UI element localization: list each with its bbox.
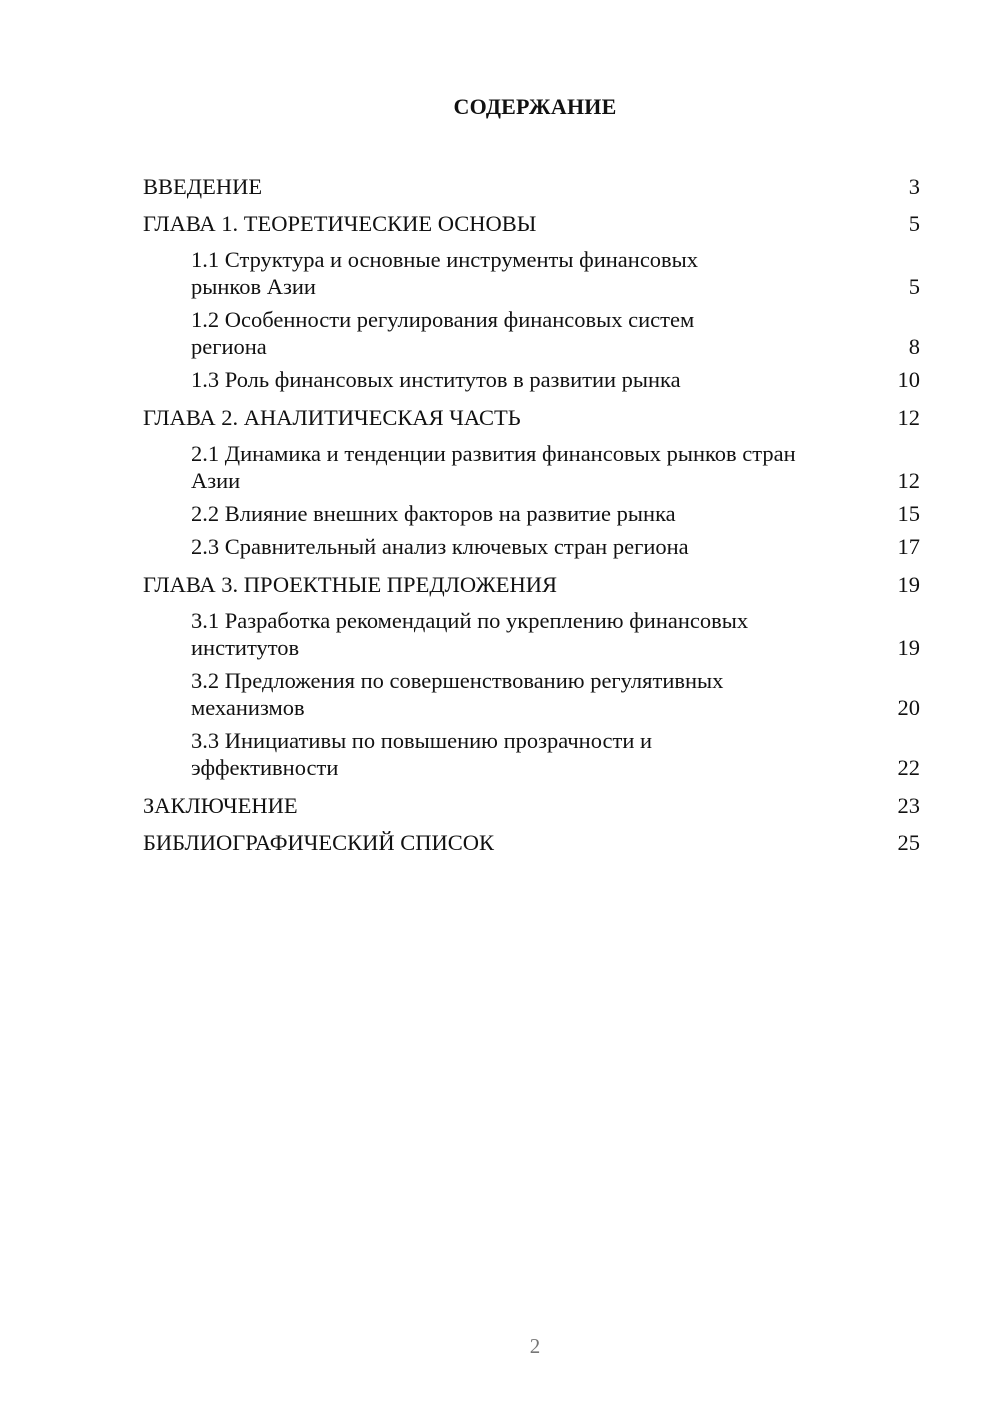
toc-entry-page: 15	[897, 501, 920, 526]
toc-entry-page: 23	[897, 793, 920, 818]
toc-entry-text: 2.2 Влияние внешних факторов на развитие рынка	[191, 501, 676, 526]
toc-entry-page: 10	[897, 367, 920, 392]
toc-entry-section-2-3[interactable]	[143, 533, 920, 560]
toc-entry-chapter-1[interactable]	[143, 205, 920, 242]
toc-entry-text: 3.1 Разработка рекомендаций по укреплению финансовых институтов	[191, 608, 749, 660]
toc-entry-text: ГЛАВА 3. ПРОЕКТНЫЕ ПРЕДЛОЖЕНИЯ	[143, 572, 558, 597]
toc-entry-text: 1.3 Роль финансовых институтов в развитии рынка	[191, 367, 681, 392]
table-of-contents	[143, 168, 920, 861]
toc-entry-bibliography[interactable]	[143, 824, 920, 861]
toc-entry-chapter-3[interactable]	[143, 566, 920, 603]
toc-entry-text: ВВЕДЕНИЕ	[143, 174, 263, 199]
toc-entry-text: ЗАКЛЮЧЕНИЕ	[143, 793, 298, 818]
page-number: 2	[529, 1334, 541, 1358]
toc-entry-section-3-3[interactable]	[143, 727, 920, 781]
toc-entry-section-1-1[interactable]	[143, 246, 920, 300]
toc-entry-chapter-2[interactable]	[143, 399, 920, 436]
toc-entry-text: 1.1 Структура и основные инструменты финансовых рынков Азии	[191, 247, 699, 299]
toc-entry-text: 2.3 Сравнительный анализ ключевых стран региона	[191, 534, 689, 559]
toc-entry-text: ГЛАВА 2. АНАЛИТИЧЕСКАЯ ЧАСТЬ	[143, 405, 521, 430]
toc-entry-page: 12	[897, 405, 920, 430]
toc-entry-section-2-1[interactable]	[143, 440, 920, 494]
toc-entry-page: 19	[897, 635, 920, 660]
toc-entry-page: 8	[908, 334, 920, 359]
toc-entry-section-3-1[interactable]	[143, 607, 920, 661]
toc-entry-section-2-2[interactable]	[143, 500, 920, 527]
toc-entry-text: 3.2 Предложения по совершенствованию регулятивных механизмов	[191, 668, 724, 720]
toc-entry-page: 17	[897, 534, 920, 559]
toc-entry-text: 1.2 Особенности регулирования финансовых систем региона	[191, 307, 695, 359]
toc-entry-section-3-2[interactable]	[143, 667, 920, 721]
toc-entry-page: 12	[897, 468, 920, 493]
toc-entry-text: БИБЛИОГРАФИЧЕСКИЙ СПИСОК	[143, 830, 495, 855]
toc-entry-introduction[interactable]	[143, 168, 920, 205]
toc-entry-text: ГЛАВА 1. ТЕОРЕТИЧЕСКИЕ ОСНОВЫ	[143, 211, 537, 236]
toc-entry-page: 3	[908, 174, 920, 199]
toc-entry-page: 20	[897, 695, 920, 720]
toc-entry-page: 5	[908, 274, 920, 299]
toc-entry-page: 5	[908, 211, 920, 236]
toc-entry-section-1-2[interactable]	[143, 306, 920, 360]
toc-entry-text: 2.1 Динамика и тенденции развития финансовых рынков стран Азии	[191, 441, 796, 493]
toc-entry-page: 19	[897, 572, 920, 597]
toc-entry-page: 22	[897, 755, 920, 780]
toc-entry-section-1-3[interactable]	[143, 366, 920, 393]
page-title: СОДЕРЖАНИЕ	[453, 94, 617, 119]
toc-entry-page: 25	[897, 830, 920, 855]
toc-entry-text: 3.3 Инициативы по повышению прозрачности и эффективности	[191, 728, 653, 780]
toc-entry-conclusion[interactable]	[143, 787, 920, 824]
